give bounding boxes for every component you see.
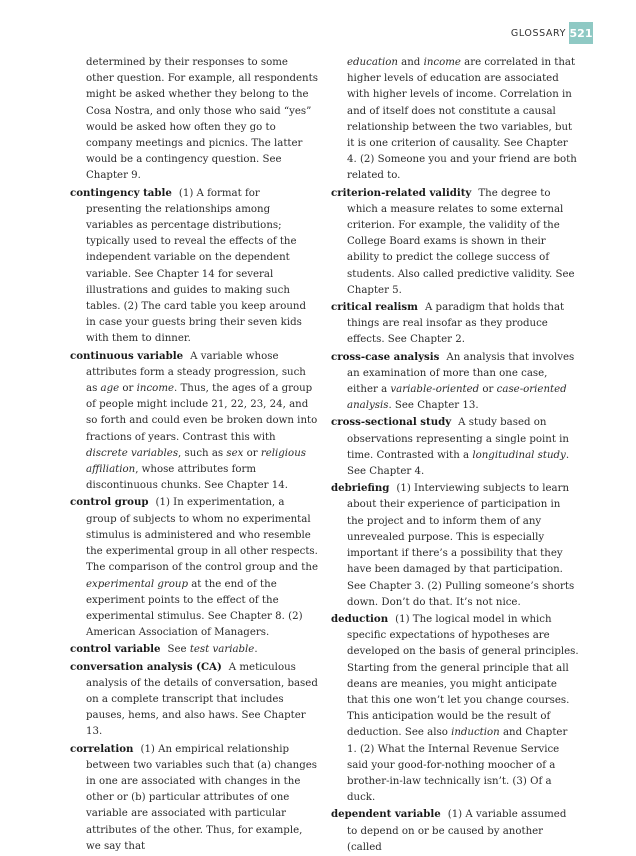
definition-text: (1) Interviewing subjects to learn about their experience of participation in the project and to inform them of any unrevealed purpose. This is especially important if there’s a possibility that they have been damaged by that participation. See Chapter 3. (2) Pulling someone’s shorts down. Don’t do that. It’s not nice. <box>347 483 575 608</box>
entry-dependent-variable <box>331 806 579 856</box>
glossary-term: critical realism <box>331 301 418 314</box>
glossary-term: control group <box>70 496 149 509</box>
entry-conversation-analysis <box>70 659 318 741</box>
glossary-term: debriefing <box>331 482 390 495</box>
cross-reference: longitudinal study <box>472 449 566 461</box>
definition-text: . See Chapter 4. <box>347 449 570 478</box>
definition-text: (1) In experimentation, a group of subjects to whom no experimental stimulus is administered and who resemble the experimental group in all other respects. The comparison of the control group and the <box>86 497 318 574</box>
definition-text: A study based on observations representing a single point in time. Contrasted with a <box>347 417 569 461</box>
entry-cross-case-analysis <box>331 349 579 415</box>
definition-text: . See Chapter 13. <box>388 400 479 412</box>
definition-text: (1) An empirical relationship between two variables such that (a) changes in one are associated with changes in the other or (b) particular attributes of one variable are associated with particular attributes of the other. Thus, for example, we say that <box>86 743 318 852</box>
cross-reference: case-oriented analysis <box>347 384 567 412</box>
entry-debriefing <box>331 480 579 611</box>
entry-control-variable <box>70 641 318 658</box>
definition-text: (1) The logical model in which specific expectations of hypotheses are developed on the basis of general principles. Starting from the general principle that all deans are meanies, you might anticipate that this one won’t let you change courses. This anticipation would be the result of deduction. See also <box>347 613 579 739</box>
cross-reference: experimental group <box>86 578 188 590</box>
cross-reference: income <box>136 383 175 395</box>
cross-reference: discrete variables <box>86 447 179 459</box>
definition-text: (1) A variable assumed to depend on or be caused by another (called <box>347 809 567 853</box>
definition-text: The degree to which a measure relates to some external criterion. For example, the validity of the College Board exams is shown in their ability to predict the college success of students. Also called predictive validity. See Chapter 5. <box>347 187 575 296</box>
entry-deduction <box>331 611 579 806</box>
glossary-term: control variable <box>70 643 161 656</box>
left-column <box>70 55 318 855</box>
cross-reference: sex <box>226 447 244 459</box>
definition-text: at the end of the experiment points to the effect of the experimental stimulus. See Chapter 8. (2) American Association of Managers. <box>86 578 303 639</box>
definition-text: . <box>254 644 258 656</box>
definition-text: . Thus, the ages of a group of people might include 21, 22, 23, 24, and so forth and could even be broken down into fractions of years. Contrast this with <box>86 383 318 443</box>
cross-reference: induction <box>451 727 500 739</box>
definition-text: (1) A format for presenting the relationships among variables as percentage distributions; typically used to reveal the effects of the independent variable on the dependent variable. See Chapter 14 for several illustrations and guides to making such tables. (2) The card table you keep around in case your guests bring their seven kids with them to dinner. <box>86 187 306 345</box>
definition-text: A meticulous analysis of the details of conversation, based on a complete transcript that includes pauses, hems, and also haws. See Chapter 13. <box>86 661 318 738</box>
glossary-term: cross-sectional study <box>331 416 452 429</box>
continued-definition: determined by their responses to some other question. For example, all respondents might be asked whether they belong to the Cosa Nostra, and only those who said “yes” would be asked how often they go to company meetings and picnics. The latter would be a contingency question. See Chapter 9. <box>86 57 318 182</box>
definition-text: are correlated in that higher levels of education are associated with higher levels of income. Correlation in and of itself does not constitute a causal relationship between the two variables, but it is one criterion of causality. See Chapter 4. (2) Someone you and your friend are both related to. <box>347 57 577 182</box>
continued-definition <box>331 55 579 185</box>
cross-reference: religious affiliation <box>86 447 306 476</box>
cross-reference: education <box>347 57 398 68</box>
glossary-term: correlation <box>70 742 134 755</box>
entry-criterion-related-validity <box>331 185 579 299</box>
definition-text: A variable whose attributes form a steady progression, such as <box>86 350 306 395</box>
definition-text: , whose attributes form discontinuous chunks. See Chapter 14. <box>86 464 288 492</box>
definition-text: , such as <box>178 447 227 459</box>
definition-text: or <box>479 384 497 396</box>
glossary-term: continuous variable <box>70 349 184 362</box>
glossary-term: dependent variable <box>331 808 441 821</box>
entry-continuous-variable <box>70 348 318 495</box>
definition-text: A paradigm that holds that things are real insofar as they produce effects. See Chapter 2. <box>347 302 565 346</box>
cross-reference: variable-oriented <box>390 384 480 396</box>
definition-text: An analysis that involves an examination of more than one case, either a <box>347 351 575 396</box>
entry-cross-sectional-study <box>331 414 579 480</box>
glossary-term: cross-case analysis <box>331 350 440 363</box>
definition-text: and <box>397 57 424 68</box>
running-header-label: GLOSSARY <box>510 28 566 39</box>
definition-text: or <box>243 447 261 459</box>
cross-reference: test variable <box>189 644 255 656</box>
cross-reference: income <box>423 57 461 68</box>
entry-control-group <box>70 494 318 641</box>
definition-text: or <box>119 383 137 395</box>
glossary-term: contingency table <box>70 186 172 199</box>
page-number-badge: 521 <box>569 22 593 44</box>
right-column <box>331 55 579 856</box>
glossary-term: criterion-related validity <box>331 186 472 199</box>
definition-text: See <box>167 644 190 656</box>
glossary-term: deduction <box>331 612 389 625</box>
definition-text: and Chapter 1. (2) What the Internal Revenue Service said your good-for-nothing moocher of a brother-in-law technically isn’t. (3) Of a duck. <box>347 727 568 804</box>
entry-contingency-table <box>70 185 318 348</box>
entry-correlation <box>70 741 318 855</box>
glossary-term: conversation analysis (CA) <box>70 660 222 673</box>
cross-reference: age <box>100 383 120 395</box>
entry-critical-realism <box>331 299 579 349</box>
